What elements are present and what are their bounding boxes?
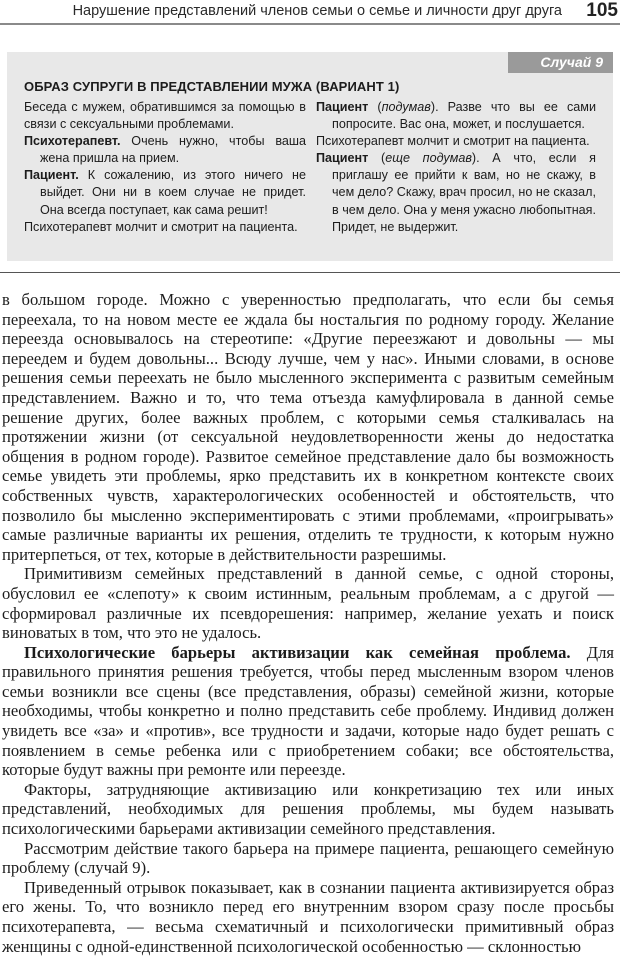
page-number: 105 [586, 0, 618, 21]
paragraph-lead: Психологические барьеры активизации как семейная проблема. [24, 642, 571, 662]
case-line: Пациент (еще подумав). А что, если я приглашу ее прийти к вам, но не скажу, в чем дело? Скажу, врач просил, но не сказал, в чем дело. Она у меня ужасно любопытная. Придет, не выдержит. [316, 151, 596, 234]
header-rule [0, 23, 620, 25]
case-title: ОБРАЗ СУПРУГИ В ПРЕДСТАВЛЕНИИ МУЖА (ВАРИАНТ 1) [24, 79, 400, 94]
speaker-label: Психотерапевт. [24, 134, 121, 149]
speech-text: Очень нужно, чтобы ваша жена пришла на прием. [40, 134, 306, 166]
paragraph-text: Для правильного принятия решения требуется, чтобы перед мысленным взором членов семьи возникли все сцены (все представления, образы) семейной жизни, которые необходимы, чтобы конкретно и полно представить себе проблему. Индивид должен увидеть все «за» и «против», все трудности и задачи, которые надо будет решать с появлением в семье ребенка или с приобретением собаки; все обстоятельства, которые будут важны при ремонте или переезде. [2, 642, 614, 780]
case-line [24, 133, 306, 167]
speaker-label: Пациент [316, 151, 369, 166]
speaker-label: Пациент. [24, 168, 79, 183]
case-line: Психотерапевт молчит и смотрит на пациента. [316, 134, 590, 149]
body-paragraph [2, 643, 614, 780]
running-head [0, 0, 620, 26]
speech-text: . Разве что вы ее сами попросите. Вас она, может, и послушается. [332, 100, 596, 132]
speech-text: . А что, если я приглашу ее прийти к вам, но не скажу, в чем дело? Скажу, врач просил, но не сказал, в чем дело. Она у меня ужасно любопытная. Придет, не выдержит. [332, 151, 596, 234]
body-paragraph: в большом городе. Можно с уверенностью предполагать, что если бы семья переехала, то на новом месте ее ждала бы ностальгия по родному городу. Желание переезда основывалось на стереотипе: «Другие переезжают и довольны — мы переедем и будем довольны... Всюду лучше, чем у нас». Иными словами, в основе решения семьи переехать не было мысленного эксперимента с развитым семейным представлением. Важно и то, что тема отъезда камуфлировала в данной семье решение других, более важных проблем, с которыми семья сталкивалась на протяжении жизни (от сексуальной неудовлетворенности жены до недостатка общения в родном городе). Развитое семейное представление дало бы возможность семье увидеть эти проблемы, ярко представить их в конкретном контексте своих собственных чувств, характерологических особенностей и обстоятельств, что позволило бы мысленно экспериментировать с этими проблемами, «проигрывать» самые различные варианты их решения, отделить те трудности, к которым нужно притерпеться, от тех, которые в действительности разрешимы. [2, 290, 614, 564]
case-intro: Беседа с мужем, обратившимся за помощью в связи с сексуальными проблемами. [24, 100, 306, 132]
case-column-left [24, 99, 306, 236]
case-line: Пациент (подумав). Разве что вы ее сами попросите. Вас она, может, и послушается. [316, 100, 596, 132]
case-tag: Случай 9 [508, 52, 613, 73]
body-paragraph: Примитивизм семейных представлений в данной семье, с одной стороны, обусловил ее «слепоту» к своим истинным, реальным проблемам, а с другой — сформировал различные их псевдорешения: например, желание уехать и поиск виноватых в том, что это не удалось. [2, 564, 614, 643]
case-line [24, 167, 306, 218]
case-line: Психотерапевт молчит и смотрит на пациента. [24, 219, 298, 234]
body-paragraph: Приведенный отрывок показывает, как в сознании пациента активизируется образ его жены. То, что возникло перед его внутренним взором сразу после просьбы психотерапевта, — весьма схематичный и психологически примитивный образ женщины с одной-единственной психологической особенностью — склонностью [2, 877, 614, 956]
running-title: Нарушение представлений членов семьи о семье и личности друг друга [72, 3, 562, 19]
speaker-label: Пациент [316, 100, 369, 114]
case-column-right [316, 99, 596, 236]
speech-text: К сожалению, из этого ничего не выйдет. Они ни в коем случае не придет. Она всегда поступает, как сама решит! [40, 168, 306, 217]
stage-note: еще подумав [385, 151, 472, 166]
body-paragraph: Факторы, затрудняющие активизацию или конкретизацию тех или иных представлений, необходимых для решения проблемы, мы будем называть психологическими барьерами активизации семейного представления. [2, 779, 614, 839]
body-text [2, 290, 614, 956]
body-paragraph: Рассмотрим действие такого барьера на примере пациента, решающего семейную проблему (случай 9). [2, 838, 614, 878]
box-bottom-rule [0, 272, 620, 273]
stage-note: подумав [381, 100, 431, 114]
